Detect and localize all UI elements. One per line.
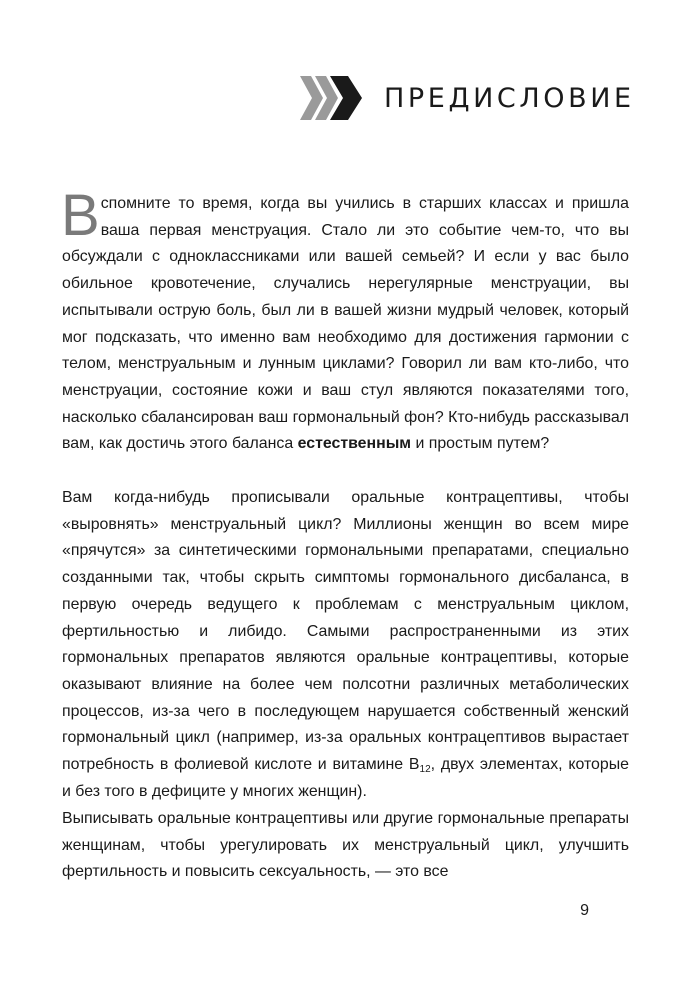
chevron-arrows-icon bbox=[300, 76, 362, 120]
drop-cap: В bbox=[61, 183, 100, 248]
paragraph-1-ending: и простым путем? bbox=[411, 435, 550, 453]
paragraph-3-text: Выписывать оральные контрацептивы или другие гормональные препараты женщинам, чтобы урегулировать их менструальный цикл, улучшить фертильность и повысить сексуальность, — это все bbox=[62, 810, 629, 881]
paragraph-1-text: спомните то время, когда вы учились в старших классах и пришла ваша первая менструация. Стало ли это событие чем-то, что вы обсуждали с одноклассниками или вашей семьей? И если у вас было обильное кровотечение, случались нерегулярные менструации, вы испытывали острую боль, был ли в вашей жизни мудрый человек, который мог подсказать, что именно вам необходимо для достижения гармонии с телом, менструальным и лунным циклами? Говорил ли вам кто-либо, что менструации, состояние кожи и ваш стул являются показателями того, насколько сбалансирован ваш гормональный фон? Кто-нибудь рассказывал вам, как достичь этого баланса bbox=[62, 195, 629, 453]
paragraph-2 bbox=[62, 485, 629, 805]
page-number: 9 bbox=[580, 902, 589, 919]
vitamin-subscript: 12 bbox=[419, 764, 431, 776]
chapter-heading bbox=[300, 74, 635, 122]
paragraph-2-ending: , двух элементах, которые и без того в дефиците у многих женщин). bbox=[62, 756, 629, 800]
paragraph-1 bbox=[61, 183, 629, 458]
chapter-title: ПРЕДИСЛОВИЕ bbox=[384, 82, 635, 114]
paragraph-3 bbox=[62, 806, 629, 886]
bold-emphasis: естественным bbox=[297, 435, 412, 453]
paragraph-2-text: Вам когда-нибудь прописывали оральные контрацептивы, чтобы «выровнять» менструальный цикл? Миллионы женщин во всем мире «прячутся» за синтетическими гормональными препаратами, специально созданными так, чтобы скрыть симптомы гормонального дисбаланса, в первую очередь ведущего к проблемам с менструальным циклом, фертильностью и либидо. Самыми распространенными из этих гормональных препаратов являются оральные контрацептивы, которые оказывают влияние на более чем полсотни различных метаболических процессов, из-за чего в последующем нарушается собственный женский гормональный цикл (например, из-за оральных контрацептивов вырастает потребность в фолиевой кислоте и витамине В bbox=[62, 489, 629, 774]
